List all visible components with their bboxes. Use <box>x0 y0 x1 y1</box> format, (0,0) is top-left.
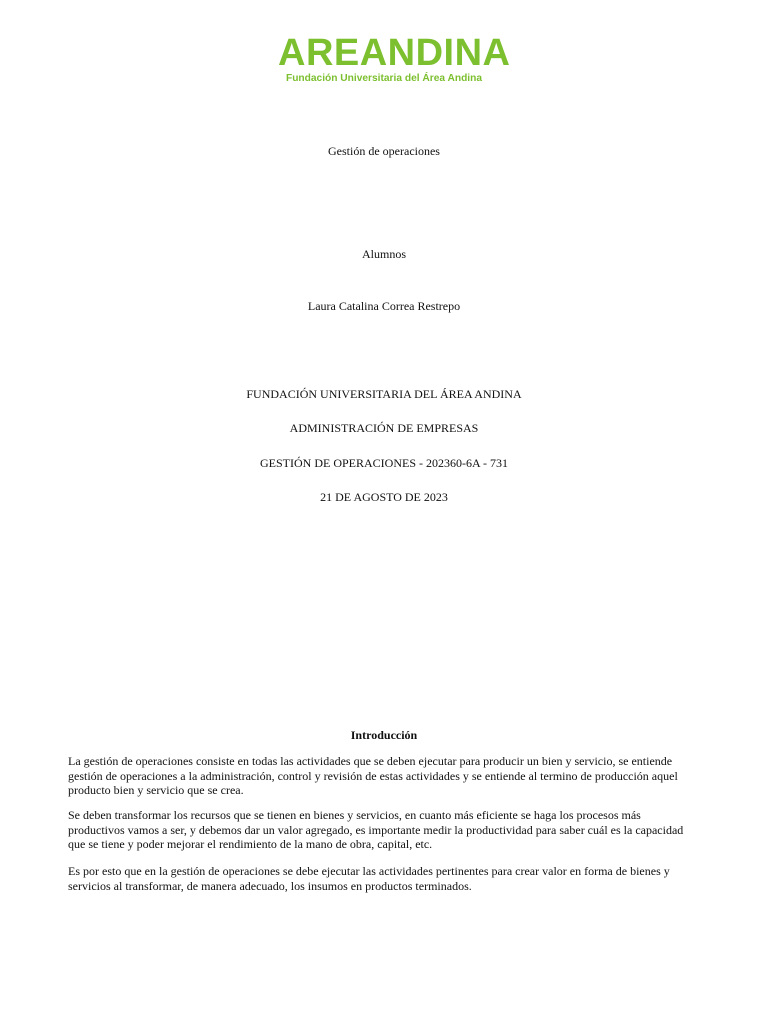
logo-wordmark: AREANDINA <box>278 32 511 74</box>
intro-paragraph-3: Es por esto que en la gestión de operaciones se debe ejecutar las actividades pertinentes para crear valor en forma de bienes y servicios al transformar, de manera adecuado, los insumos en productos terminados. <box>68 864 670 893</box>
intro-paragraph-2: Se deben transformar los recursos que se tienen en bienes y servicios, en cuanto más eficiente se haga los procesos más productivos vamos a ser, y debemos dar un valor agregado, es importante medir la productividad para saber cuál es la capacidad que se tiene y poder mejorar el rendimiento de la mano de obra, capital, etc. <box>68 808 684 851</box>
student-name: Laura Catalina Correa Restrepo <box>307 299 461 313</box>
logo-subtitle: Fundación Universitaria del Área Andina <box>285 73 483 84</box>
submission-date: 21 DE AGOSTO DE 2023 <box>320 490 448 504</box>
students-label: Alumnos <box>361 247 406 261</box>
institution-logo <box>278 32 511 84</box>
program-name: ADMINISTRACIÓN DE EMPRESAS <box>289 421 479 435</box>
course-code: GESTIÓN DE OPERACIONES - 202360-6A - 731 <box>260 456 508 470</box>
course-title: Gestión de operaciones <box>328 144 440 158</box>
introduction-heading: Introducción <box>350 728 418 742</box>
institution-name: FUNDACIÓN UNIVERSITARIA DEL ÁREA ANDINA <box>246 387 522 401</box>
intro-paragraph-1: La gestión de operaciones consiste en todas las actividades que se deben ejecutar para producir un bien y servicio, se entiende gestión de operaciones a la administración, control y revisión de estas actividades y se entiende al termino de producción aquel producto bien y servicio que se crea. <box>68 754 678 797</box>
